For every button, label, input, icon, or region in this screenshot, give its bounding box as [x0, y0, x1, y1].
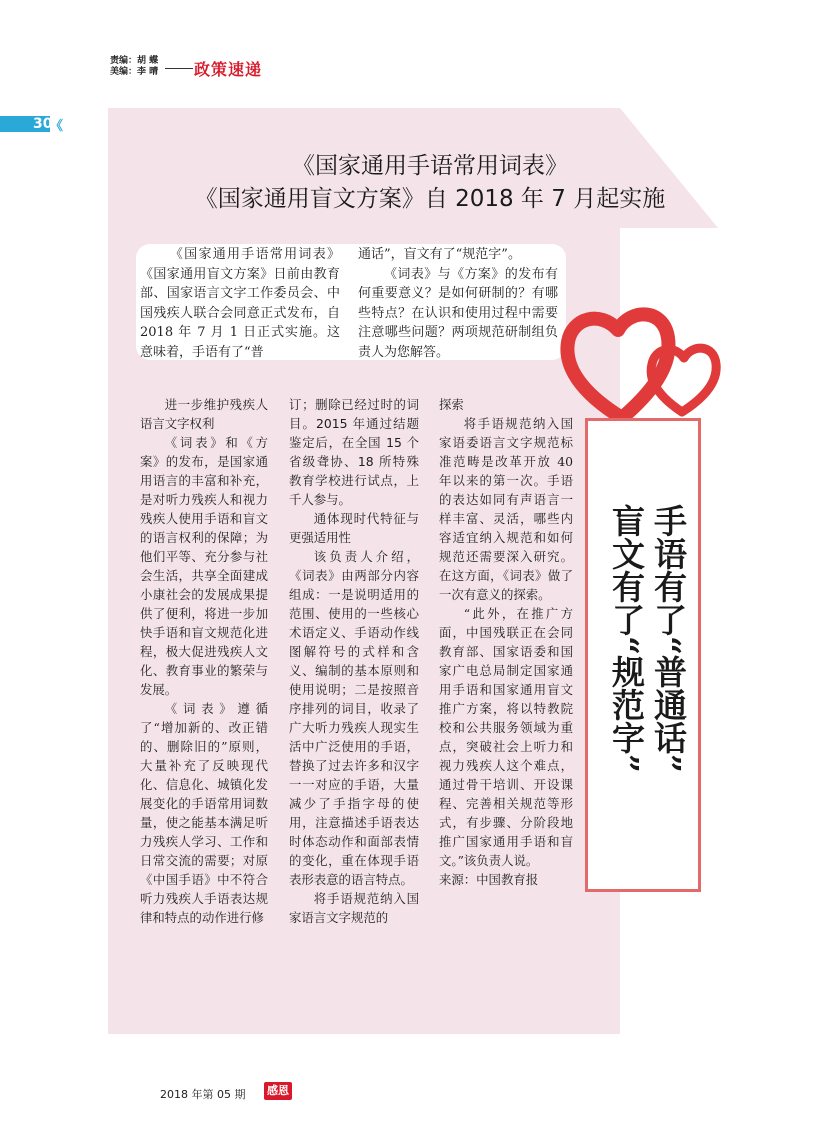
summary-right [358, 245, 558, 362]
slogan-left-column: 盲文有了“规范字” [607, 504, 646, 773]
summary-right-line1: 通话”，盲文有了“规范字”。 [358, 247, 521, 262]
col2-subheading: 通体现时代特征与更强适用性 [289, 511, 419, 545]
summary-left: 《国家通用手语常用词表》《国家通用盲文方案》日前由教育部、国家语言文字工作委员会、中国残疾人联合会同意正式发布，自 2018 年 7 月 1 日正式实施。这意味着，手语有了“普 [140, 247, 340, 360]
article-column-3 [439, 395, 573, 889]
page-number: 30 [33, 116, 53, 132]
col1-paragraph-2: 《词表》遵循了“增加新的、改正错的、删除旧的”原则，大量补充了反映现代化、信息化、城镇化发展变化的手语常用词数量，使之能基本满足听力残疾人学习、工作和日常交流的需要；对原《中国手语》中不符合听力残疾人手语表达规律和特点的动作进行修 [140, 701, 268, 925]
hearts-decoration [560, 300, 740, 430]
col1-subheading: 进一步维护残疾人语言文字权利 [140, 397, 268, 431]
designer-line: 美编：李 晴 [110, 67, 159, 77]
col1-paragraph-1: 《词表》和《方案》的发布，是国家通用语言的丰富和补充，是对听力残疾人和视力残疾人使用手语和盲文的语言权利的保障；为他们平等、充分参与社会生活，共享全面建成小康社会的发展成果提供了便利，将进一步加快手语和盲文规范化进程，极大促进残疾人文化、教育事业的繁荣与发展。 [140, 435, 268, 697]
slogan-right-column: 手语有了“普通话” [649, 504, 688, 773]
col3-paragraph-0: 探索 [439, 397, 464, 412]
col3-paragraph-2: “此外，在推广方面，中国残联正在会同教育部、国家语委和国家广电总局制定国家通用手语和国家通用盲文推广方案，将以特教院校和公共服务领域为重点，突破社会上听力和视力残疾人这个难点，通过骨干培训、开设课程、完善相关规范等形式，有步骤、分阶段地推广国家通用手语和盲文。”该负责人说。 [439, 606, 573, 868]
col2-paragraph-1: 订；删除已经过时的词目。2015 年通过结题鉴定后，在全国 15 个省级聋协、18 所特殊教育学校进行试点，上千人参与。 [289, 397, 419, 507]
section-title: 政策速递 [194, 60, 263, 79]
headline-line-2: 《国家通用盲文方案》自 2018 年 7 月起实施 [194, 186, 666, 212]
issue-label: 2018 年第 05 期 [160, 1088, 246, 1101]
article-column-1 [140, 395, 268, 927]
col2-paragraph-3: 将手语规范纳入国家语言文字规范的 [289, 891, 419, 925]
page-arrow: 《 [50, 119, 64, 134]
col2-paragraph-2: 该负责人介绍，《词表》由两部分内容组成：一是说明适用的范围、使用的一些核心术语定义、手语动作线图解符号的式样和含义、编制的基本原则和使用说明；二是按照音序排列的词目，收录了广大听力残疾人现实生活中广泛使用的手语，替换了过去许多和汉字一一对应的手语，大量减少了手指字母的使用，注意描述手语表达时体态动作和面部表情的变化，重在体现手语表形表意的语言特点。 [289, 549, 419, 887]
editor-line: 责编：胡 蝶 [110, 56, 159, 66]
summary-right-para: 《词表》与《方案》的发布有何重要意义？是如何研制的？有哪些特点？在认识和使用过程中需要注意哪些问题？两项规范研制组负责人为您解答。 [358, 266, 558, 360]
magazine-logo: 感恩 [264, 1082, 292, 1100]
col3-source: 来源：中国教育报 [439, 872, 539, 887]
headline-line-1: 《国家通用手语常用词表》 [292, 153, 568, 179]
article-column-2 [289, 395, 419, 927]
col3-paragraph-1: 将手语规范纳入国家语委语言文字规范标准范畴是改革开放 40 年以来的第一次。手语的表达如同有声语言一样丰富、灵活，哪些内容适宜纳入规范和如何规范还需要深入研究。在这方面，《词表》做了一次有意义的探索。 [439, 416, 573, 602]
article-headline [130, 150, 730, 216]
